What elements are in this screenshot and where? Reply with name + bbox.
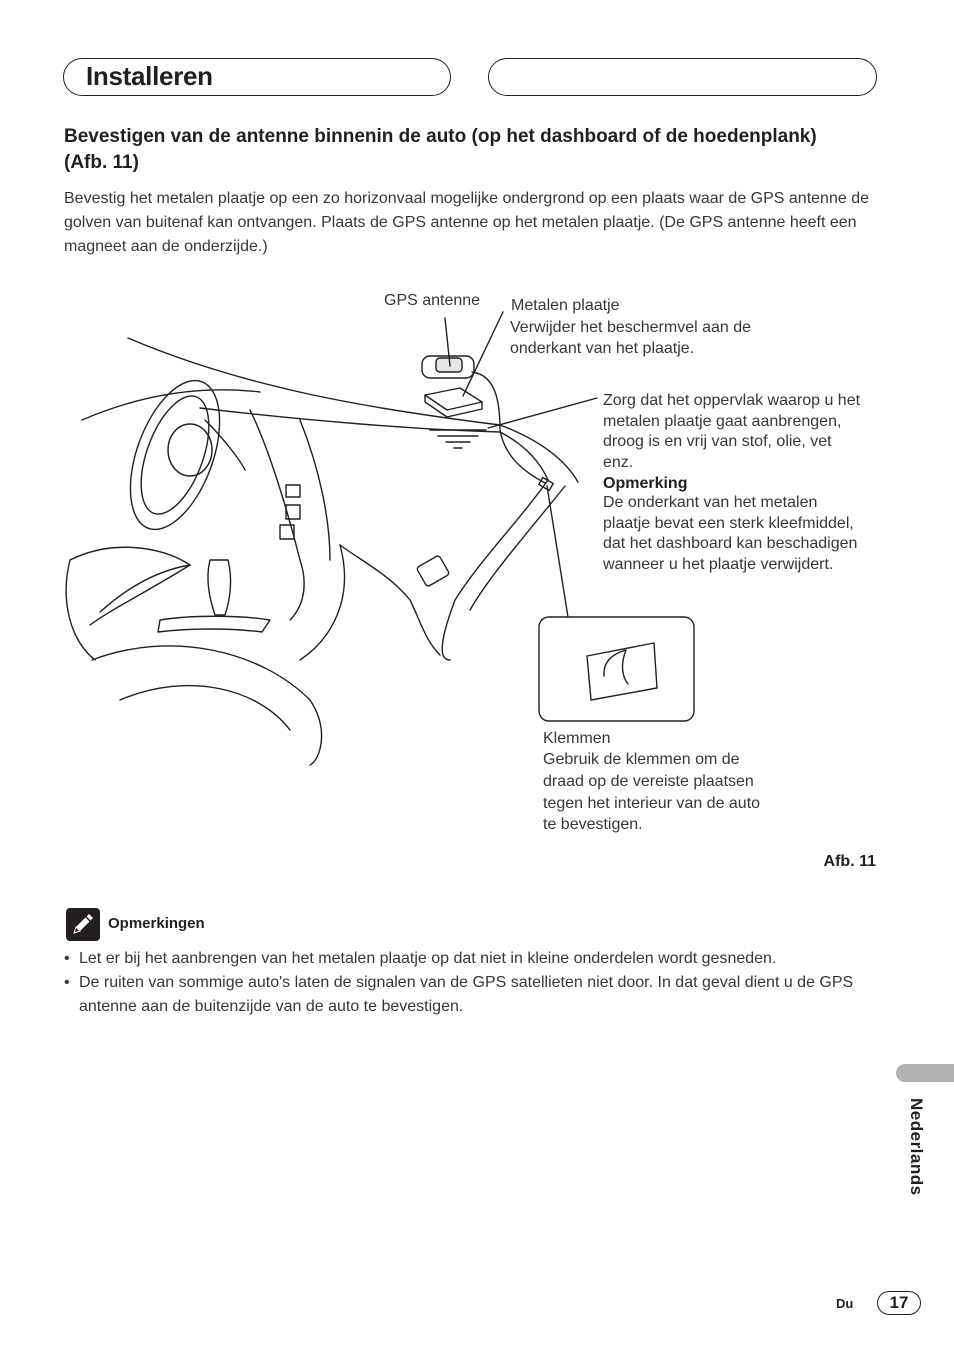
steering-wheel-outer (113, 369, 238, 542)
gear-knob (208, 560, 231, 615)
leader-metalen-plaatje (463, 312, 503, 396)
notes-title: Opmerkingen (108, 915, 205, 932)
passenger-seat-edge (120, 686, 290, 730)
label-metalen-plaatje-title: Metalen plaatje (511, 297, 620, 314)
driver-seat-side (66, 560, 95, 660)
windshield-line (128, 338, 578, 482)
page-title: Installeren (86, 61, 213, 91)
a-pillar-inner (470, 486, 565, 610)
intro-paragraph: Bevestig het metalen plaatje op een zo horizonvaal mogelijke ondergrond op een plaats waar de GPS antenne de golven van buitenaf kan ontvangen. Plaats de GPS antenne op het metalen plaatje. (De GPS antenne heeft een magneet aan de onderzijde.) (64, 190, 869, 255)
dashboard-top (200, 408, 548, 480)
driver-seat-top (70, 547, 190, 625)
dash-knee (300, 545, 344, 660)
label-klemmen-text: Gebruik de klemmen om de draad op de vereiste plaatsen tegen het interieur van de auto te bevestigen. (543, 751, 761, 834)
leader-surface (488, 398, 597, 428)
center-console-left (250, 410, 304, 620)
console-button-1 (286, 485, 300, 497)
passenger-seat (92, 646, 322, 765)
language-tab-marker (896, 1064, 954, 1082)
center-console-right (300, 420, 330, 560)
language-code: Du (836, 1296, 854, 1311)
notes-list (64, 947, 878, 1019)
seat-belt (100, 565, 190, 612)
a-pillar (442, 480, 548, 660)
roof-line (82, 390, 260, 420)
dash-lower (340, 545, 440, 655)
language-label: Nederlands (907, 1098, 926, 1196)
vent-right (416, 555, 450, 587)
list-item: • De ruiten van sommige auto's laten de signalen van de GPS satellieten niet door. In dat geval dient u de GPS antenne aan de buitenzijde van de auto te bevestigen. (64, 971, 878, 1019)
gps-cable (472, 372, 545, 483)
label-klemmen-title: Klemmen (543, 730, 611, 747)
metal-plate (425, 388, 482, 410)
page-number: 17 (877, 1291, 921, 1315)
label-opmerking-title: Opmerking (603, 475, 688, 492)
figure-caption: Afb. 11 (823, 853, 876, 870)
label-metalen-plaatje-text: Verwijder het beschermvel aan de onderkant van het plaatje. (510, 319, 752, 357)
pencil-icon (66, 908, 100, 941)
leader-klemmen (547, 486, 568, 617)
section-heading: Bevestigen van de antenne binnenin de auto (op het dashboard of de hoedenplank) (Afb. 11) (64, 126, 817, 173)
label-surface-text: Zorg dat het oppervlak waarop u het metalen plaatje gaat aanbrengen, droog is en vrij van stof, olie, vet enz. (603, 392, 861, 471)
steering-wheel-inner (127, 387, 222, 523)
label-gps-antenne: GPS antenne (384, 292, 481, 309)
gear-base (158, 616, 270, 632)
label-opmerking-text: De onderkant van het metalen plaatje bevat een sterk kleefmiddel, dat het dashboard kan beschadigen wanneer u het plaatje verwijdert. (603, 494, 858, 573)
list-item: • Let er bij het aanbrengen van het metalen plaatje op dat niet in kleine onderdelen wordt gesneden. (64, 947, 878, 971)
